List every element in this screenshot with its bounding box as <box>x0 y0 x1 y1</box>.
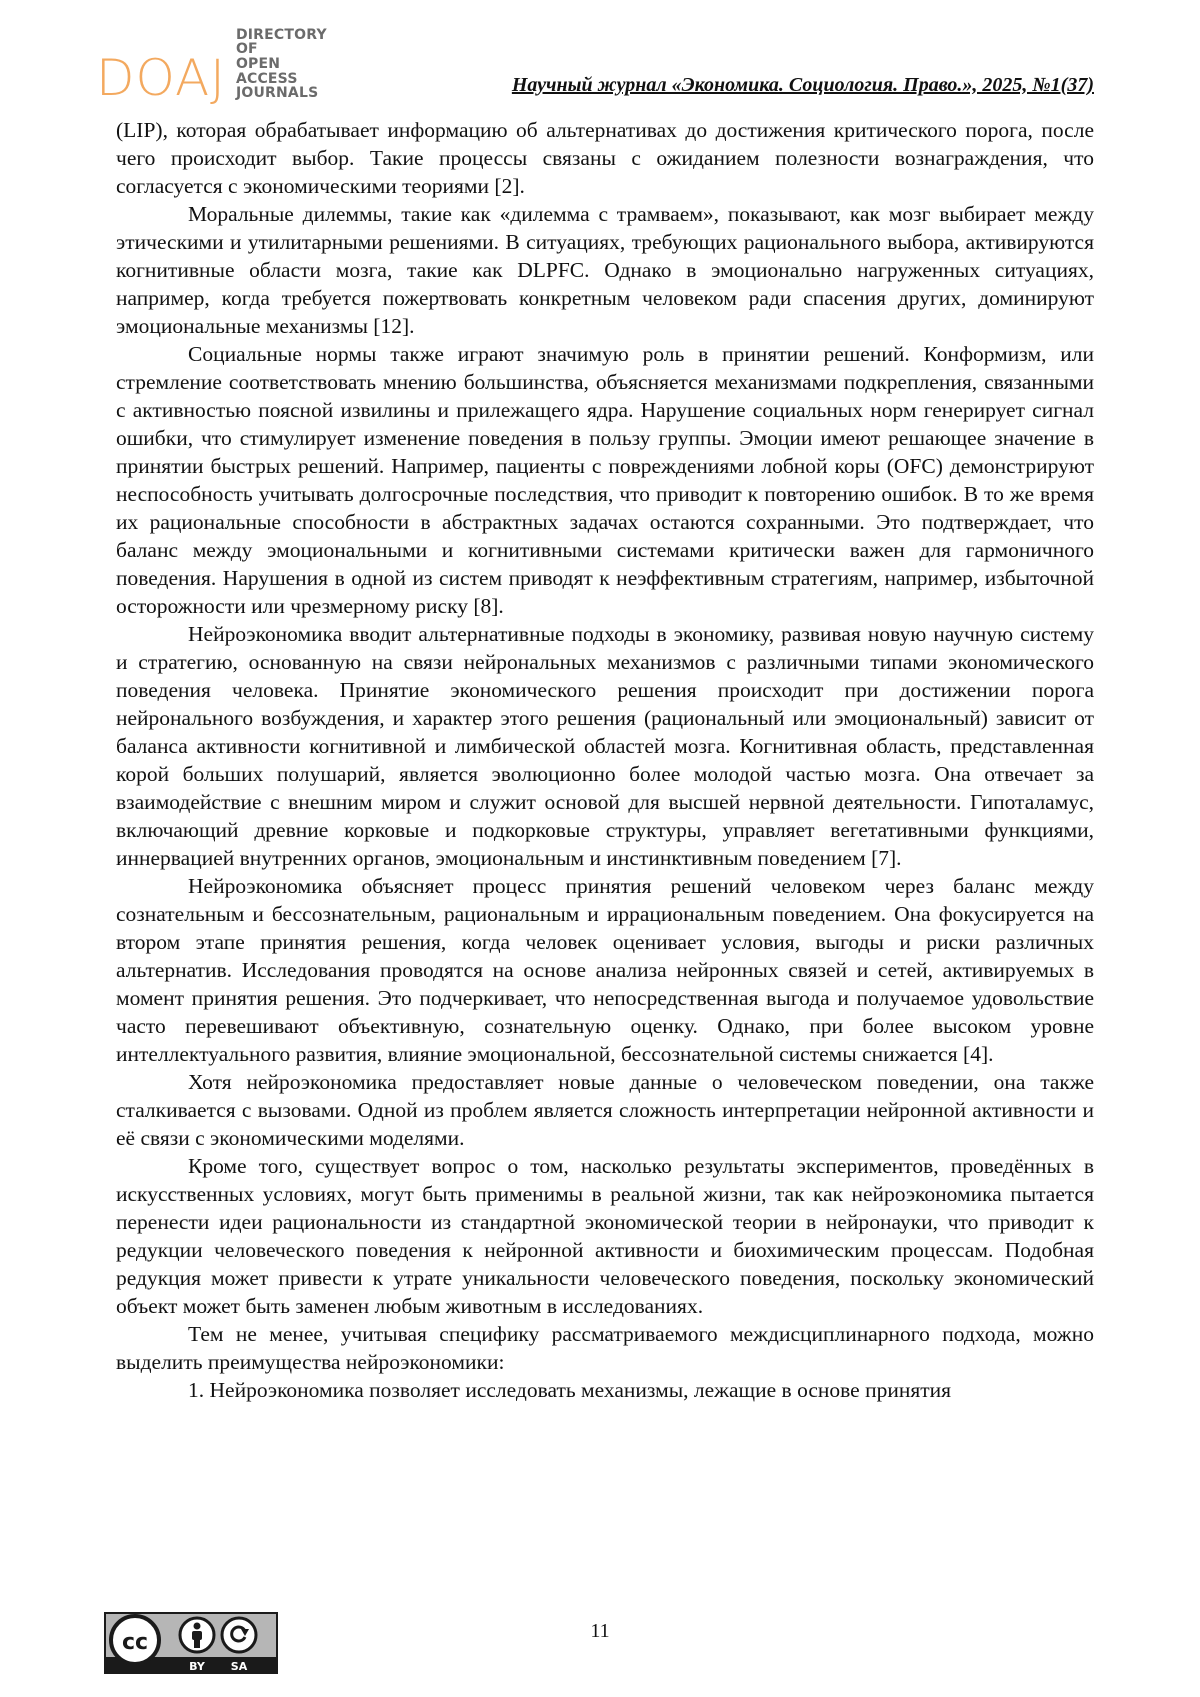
paragraph: (LIP), которая обрабатывает информацию об альтернативах до достижения критического порога, после чего происходит выбор. Такие процессы связаны с ожиданием полезности вознаграждения, что согласуется с экономическими теориями [2]. <box>116 118 1094 198</box>
paragraph: Кроме того, существует вопрос о том, насколько результаты экспериментов, проведённых в искусственных условиях, могут быть применимы в реальной жизни, так как нейроэкономика пытается перенести идеи рациональности из стандартной экономической теории в нейронауки, что приводит к редукции человеческого поведения к нейронной активности и биохимическим процессам. Подобная редукция может привести к утрате уникальности человеческого поведения, поскольку экономический объект может быть заменен любым животным в исследованиях. <box>116 1154 1094 1318</box>
doaj-line: OPEN ACCESS <box>235 55 298 87</box>
sa-share-alike-icon <box>222 1618 256 1652</box>
doaj-line: JOURNALS <box>235 85 319 102</box>
paragraph: Социальные нормы также играют значимую роль в принятии решений. Конформизм, или стремление соответствовать мнению большинства, объясняется механизмами подкрепления, связанными с активностью поясной извилины и прилежащего ядра. Нарушение социальных норм генерирует сигнал ошибки, что стимулирует изменение поведения в пользу группы. Эмоции имеют решающее значение в принятии быстрых решений. Например, пациенты с повреждениями лобной коры (OFC) демонстрируют неспособность учитывать долгосрочные последствия, что приводит к повторению ошибок. В то же время их рациональные способности в абстрактных задачах остаются сохранными. Это подтверждает, что баланс между эмоциональными и когнитивными системами критически важен для гармоничного поведения. Нарушения в одной из систем приводят к неэффективным стратегиям, например, избыточной осторожности или чрезмерному риску [8]. <box>116 342 1094 618</box>
doaj-mark: DOAJ <box>96 49 226 107</box>
svg-text:cc: cc <box>121 1630 149 1655</box>
paragraph: Тем не менее, учитывая специфику рассматриваемого междисциплинарного подхода, можно выделить преимущества нейроэкономики: <box>116 1322 1094 1374</box>
doaj-line: DIRECTORY OF <box>235 26 327 58</box>
journal-title: Научный журнал «Экономика. Социология. Право.», 2025, №1(37) <box>511 74 1094 96</box>
paragraph: Моральные дилеммы, такие как «дилемма с трамваем», показывают, как мозг выбирает между этическими и утилитарными решениями. В ситуациях, требующих рационального выбора, активируются когнитивные области мозга, такие как DLPFC. Однако в эмоционально нагруженных ситуациях, например, когда требуется пожертвовать конкретным человеком ради спасения других, доминируют эмоциональные механизмы [12]. <box>116 202 1094 338</box>
paragraph: Нейроэкономика объясняет процесс принятия решений человеком через баланс между сознательным и бессознательным, рациональным и иррациональным поведением. Она фокусируется на втором этапе принятия решения, когда человек оценивает условия, выгоды и риски различных альтернатив. Исследования проводятся на основе анализа нейронных связей и сетей, активируемых в момент принятия решения. Это подчеркивает, что непосредственная выгода и получаемое удовольствие часто перевешивают объективную, сознательную оценку. Однако, при более высоком уровне интеллектуального развития, влияние эмоциональной, бессознательной системы снижается [4]. <box>116 874 1094 1066</box>
cc-icon <box>111 1616 159 1664</box>
article-body <box>116 116 1094 1404</box>
license-label-sa: SA <box>230 1660 248 1673</box>
page-number: 11 <box>590 1620 610 1642</box>
paragraph: 1. Нейроэкономика позволяет исследовать механизмы, лежащие в основе принятия <box>188 1378 952 1402</box>
by-person-icon <box>180 1618 214 1652</box>
paragraph: Нейроэкономика вводит альтернативные подходы в экономику, развивая новую научную систему и стратегию, основанную на связи нейрональных механизмов с различными типами экономического поведения человека. Принятие экономического решения происходит при достижении порога нейронального возбуждения, и характер этого решения (рациональный или эмоциональный) зависит от баланса активности когнитивной и лимбической областей мозга. Когнитивная область, представленная корой больших полушарий, является эволюционно более молодой частью мозга. Она отвечает за взаимодействие с внешним миром и служит основой для высшей нервной деятельности. Гипоталамус, включающий древние корковые и подкорковые структуры, управляет вегетативными функциями, иннервацией внутренних органов, эмоциональным и инстинктивным поведением [7]. <box>116 622 1094 870</box>
cc-by-sa-license-badge <box>104 1612 278 1674</box>
doaj-wordmark <box>236 28 327 103</box>
paragraph: Хотя нейроэкономика предоставляет новые данные о человеческом поведении, она также сталкивается с вызовами. Одной из проблем является сложность интерпретации нейронной активности и её связи с экономическими моделями. <box>116 1070 1094 1150</box>
license-label-by: BY <box>189 1660 205 1673</box>
doaj-logo <box>96 26 327 107</box>
